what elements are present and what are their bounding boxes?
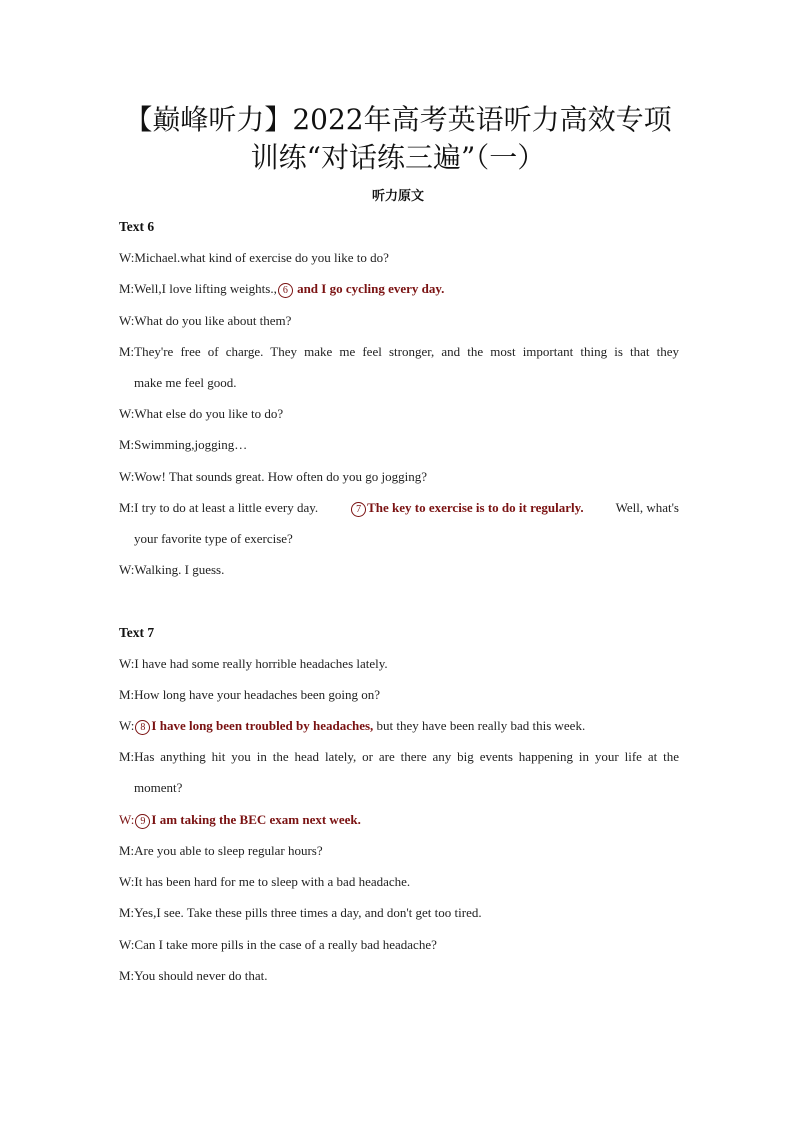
- text6-line: [119, 281, 679, 298]
- question-number-marker: 7: [351, 502, 366, 517]
- text7-heading: Text 7: [119, 625, 155, 640]
- answer-highlight: and I go cycling every day.: [297, 281, 445, 296]
- text7-line: M:Are you able to sleep regular hours?: [119, 843, 323, 858]
- text7-line: M:Has anything hit you in the head lately, or are there any big events happening in your life at the: [119, 749, 679, 764]
- text6-line-continued: your favorite type of exercise?: [134, 531, 293, 546]
- text6-line: W:Michael.what kind of exercise do you like to do?: [119, 250, 389, 265]
- text6-line: M:They're free of charge. They make me feel stronger, and the most important thing is that they: [119, 344, 679, 359]
- question-number-marker: 6: [278, 283, 293, 298]
- text6-line: M:Swimming,jogging…: [119, 437, 248, 452]
- text7-line: M:How long have your headaches been going on?: [119, 687, 381, 702]
- page-title-line1: 【巅峰听力】2022年高考英语听力高效专项: [124, 103, 672, 136]
- text6-line: W:What else do you like to do?: [119, 406, 284, 421]
- question-number-marker: 9: [135, 814, 150, 829]
- dialogue-text: M:Well,I love lifting weights.,: [119, 281, 277, 296]
- page-title-line2: 训练“对话练三遍”（一）: [250, 141, 546, 174]
- answer-highlight: The key to exercise is to do it regularly.: [367, 500, 584, 515]
- dialogue-text: M:I try to do at least a little every day.: [119, 500, 319, 515]
- text7-line: [119, 718, 679, 735]
- text6-line: W:Wow! That sounds great. How often do you go jogging?: [119, 469, 428, 484]
- section-subtitle: 听力原文: [371, 189, 424, 204]
- text7-line: W:It has been hard for me to sleep with a bad headache.: [119, 874, 411, 889]
- text6-line: W:What do you like about them?: [119, 313, 292, 328]
- dialogue-text: Well, what's: [615, 500, 679, 515]
- text6-line: W:Walking. I guess.: [119, 562, 225, 577]
- dialogue-text: but they have been really bad this week.: [376, 718, 586, 733]
- text6-line: [119, 500, 679, 517]
- text7-line: W:I have had some really horrible headaches lately.: [119, 656, 388, 671]
- text7-line: M:Yes,I see. Take these pills three times a day, and don't get too tired.: [119, 905, 482, 920]
- dialogue-text: W:: [119, 718, 135, 733]
- text7-line-continued: moment?: [134, 780, 183, 795]
- text7-line: [119, 812, 679, 829]
- answer-highlight: I am taking the BEC exam next week.: [151, 812, 361, 827]
- question-number-marker: 8: [135, 720, 150, 735]
- text6-line-continued: make me feel good.: [134, 375, 237, 390]
- text7-line: M:You should never do that.: [119, 968, 268, 983]
- text7-line: W:Can I take more pills in the case of a really bad headache?: [119, 937, 437, 952]
- answer-highlight: I have long been troubled by headaches,: [151, 718, 374, 733]
- text6-heading: Text 6: [119, 219, 155, 234]
- dialogue-text: W:: [119, 812, 135, 827]
